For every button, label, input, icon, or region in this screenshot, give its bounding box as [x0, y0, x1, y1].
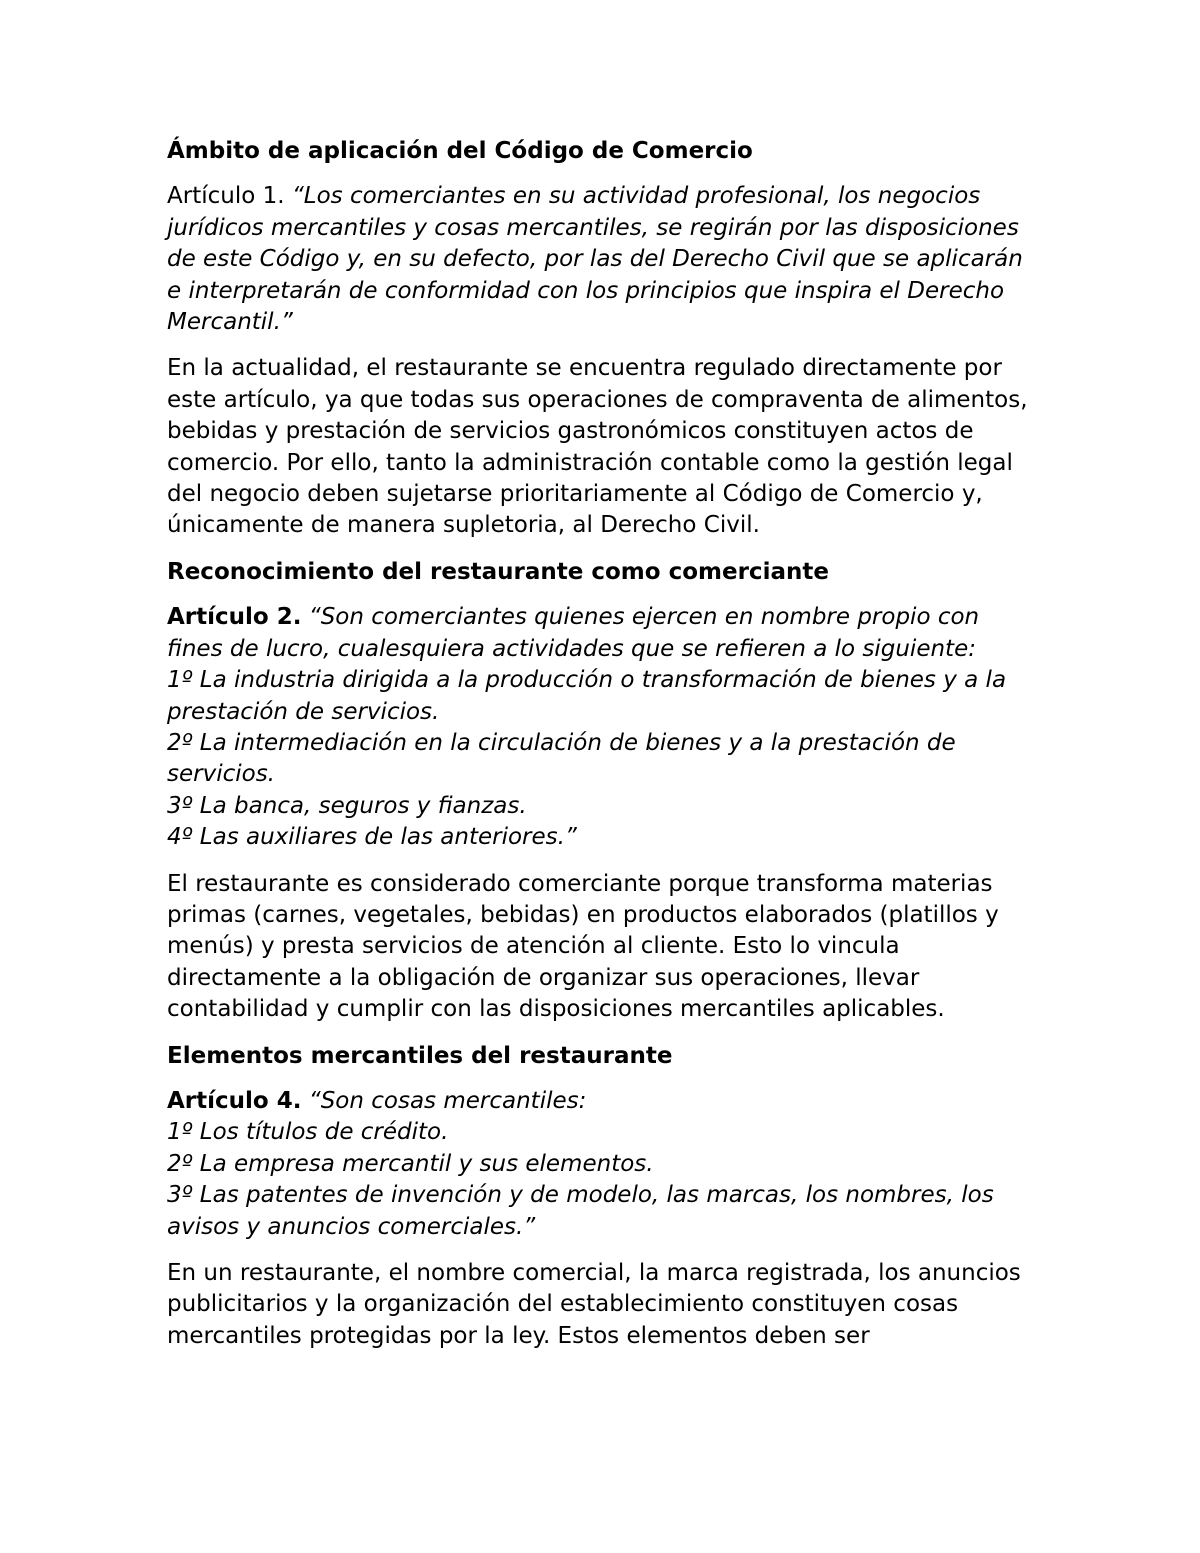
section-heading-elementos: Elementos mercantiles del restaurante	[167, 1042, 673, 1069]
article-1-commentary: En la actualidad, el restaurante se encuentra regulado directamente por este artículo, ya que todas sus operaciones de compraventa de alimentos, bebidas y prestación de servicios gastronómicos constituyen actos de comercio. Por ello, tanto la administración contable como la gestión legal del negocio deben sujetarse prioritariamente al Código de Comercio y, únicamente de manera supletoria, al Derecho Civil.	[167, 355, 1028, 539]
article-2-label: Artículo 2.	[167, 604, 302, 631]
article-4-intro: “Son cosas mercantiles:	[301, 1087, 587, 1114]
section-heading-reconocimiento: Reconocimiento del restaurante como comerciante	[167, 558, 829, 585]
article-2-paragraph	[167, 602, 1037, 853]
article-2-item: 2º La intermediación en la circulación de bienes y a la prestación de servicios.	[167, 729, 956, 788]
section-heading-ambito: Ámbito de aplicación del Código de Comercio	[167, 138, 753, 164]
article-2-item: 1º La industria dirigida a la producción o transformación de bienes y a la prestación de servicios.	[167, 667, 1007, 725]
article-2-item: 3º La banca, seguros y fianzas.	[167, 792, 527, 819]
article-4-paragraph	[167, 1086, 1037, 1243]
article-1-paragraph	[167, 181, 1037, 338]
article-4-item: 2º La empresa mercantil y sus elementos.	[167, 1150, 654, 1177]
article-2-intro: “Son comerciantes quienes ejercen en nombre propio con fines de lucro, cualesquiera actividades que se refieren a lo siguiente:	[167, 604, 980, 662]
article-4-item: 3º Las patentes de invención y de modelo, las marcas, los nombres, los avisos y anuncios comerciales.”	[167, 1182, 994, 1240]
article-4-commentary: En un restaurante, el nombre comercial, la marca registrada, los anuncios publicitarios y la organización del establecimiento constituyen cosas mercantiles protegidas por la ley. Estos elementos deben ser	[167, 1260, 1021, 1349]
article-4-item: 1º Los títulos de crédito.	[167, 1119, 449, 1146]
article-2-item: 4º Las auxiliares de las anteriores.”	[167, 824, 577, 851]
article-2-commentary: El restaurante es considerado comerciante porque transforma materias primas (carnes, vegetales, bebidas) en productos elaborados (platillos y menús) y presta servicios de atención al cliente. Esto lo vincula directamente a la obligación de organizar sus operaciones, llevar contabilidad y cumplir con las disposiciones mercantiles aplicables.	[167, 870, 999, 1023]
article-4-label: Artículo 4.	[167, 1087, 302, 1114]
article-1-label: Artículo 1.	[167, 183, 292, 210]
article-1-quote: “Los comerciantes en su actividad profesional, los negocios jurídicos mercantiles y cosas mercantiles, se regirán por las disposiciones de este Código y, en su defecto, por las del Derecho Civil que se aplicarán e interpretarán de conformidad con los principios que inspira el Derecho Mercantil.”	[167, 183, 1023, 336]
document-body	[167, 136, 1037, 1367]
